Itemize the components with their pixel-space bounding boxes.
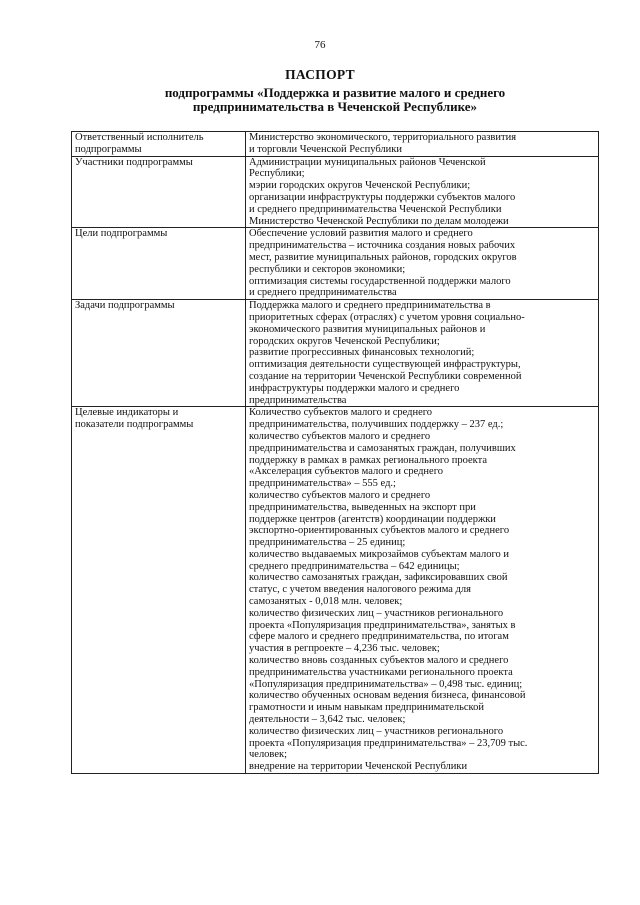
table-row-goals xyxy=(72,228,599,300)
row-value xyxy=(246,300,599,407)
row-label-text: Ответственный исполнитель подпрограммы xyxy=(75,132,204,155)
document-title: ПАСПОРТ xyxy=(285,67,355,82)
row-label-text: Задачи подпрограммы xyxy=(75,300,175,312)
row-value-text: Количество субъектов малого и среднего предпринимательства, получивших поддержку – 237 ед.; количество субъектов малого и среднего предпринимательства и самозанятых граждан, получивших поддержку в рамках в рамках регионального проекта «Акселерация субъектов малого и среднего предпринимательства» – 555 ед.; количество субъектов малого и среднего предпринимательства, выведенных на экспорт при поддержке центров (агентств) координации поддержки экспортно-ориентированных субъектов малого и среднего предпринимательства – 25 единиц; количество выдаваемых микрозаймов субъектам малого и среднего предпринимательства – 642 единицы; количество самозанятых граждан, зафиксировавших свой статус, с учетом введения налогового режима для самозанятых - 0,018 млн. человек; количество физических лиц – участников регионального проекта «Популяризация предпринимательства», занятых в сфере малого и среднего предпринимательства, по итогам участия в регпроекте – 4,236 тыс. человек; количество вновь созданных субъектов малого и среднего предпринимательства участниками регионального проекта «Популяризация предпринимательства» – 0,498 тыс. единиц; количество обученных основам ведения бизнеса, финансовой грамотности и иным навыкам предпринимательской деятельности – 3,642 тыс. человек; количество физических лиц – участников регионального проекта «Популяризация предпринимательства» – 23,709 тыс. человек; внедрение на территории Чеченской Республики xyxy=(249,407,528,773)
row-label-text: Цели подпрограммы xyxy=(75,228,168,240)
table-row-tasks xyxy=(72,300,599,407)
passport-table xyxy=(71,131,599,774)
row-value xyxy=(246,156,599,228)
table-row-responsible xyxy=(72,132,599,157)
row-label-text: Целевые индикаторы и показатели подпрограммы xyxy=(75,407,194,431)
page-number: 76 xyxy=(314,39,326,51)
row-value xyxy=(246,132,599,157)
row-value xyxy=(246,228,599,300)
row-label xyxy=(72,407,246,774)
table-row-indicators xyxy=(72,407,599,774)
row-label-text: Участники подпрограммы xyxy=(75,156,193,168)
row-value-text: Администрации муниципальных районов Чеченской Республики; мэрии городских округов Чеченской Республики; организации инфраструктуры поддержки субъектов малого и среднего предпринимательства Чеченской Республики Министерство Чеченской Республики по делам молодежи xyxy=(249,156,516,227)
row-label xyxy=(72,300,246,407)
row-value xyxy=(246,407,599,774)
row-label xyxy=(72,228,246,300)
row-label xyxy=(72,132,246,157)
row-value-text: Поддержка малого и среднего предпринимательства в приоритетных сферах (отраслях) с учетом уровня социально- экономического развития муниципальных районов и городских округов Чеченской Республики; развитие прогрессивных финансовых технологий; оптимизация деятельности существующей инфраструктуры, создание на территории Чеченской Республики современной инфраструктуры поддержки малого и среднего предпринимательства xyxy=(249,300,525,406)
document-subtitle: подпрограммы «Поддержка и развитие малого и среднего предпринимательства в Чеченской Республике» xyxy=(164,85,506,114)
row-value-text: Министерство экономического, территориального развития и торговли Чеченской Республики xyxy=(249,132,517,155)
table-row-participants xyxy=(72,156,599,228)
row-value-text: Обеспечение условий развития малого и среднего предпринимательства – источника создания новых рабочих мест, развитие муниципальных районов, городских округов республики и секторов экономики; оптимизация системы государственной поддержки малого и среднего предпринимательства xyxy=(249,228,517,299)
row-label xyxy=(72,156,246,228)
